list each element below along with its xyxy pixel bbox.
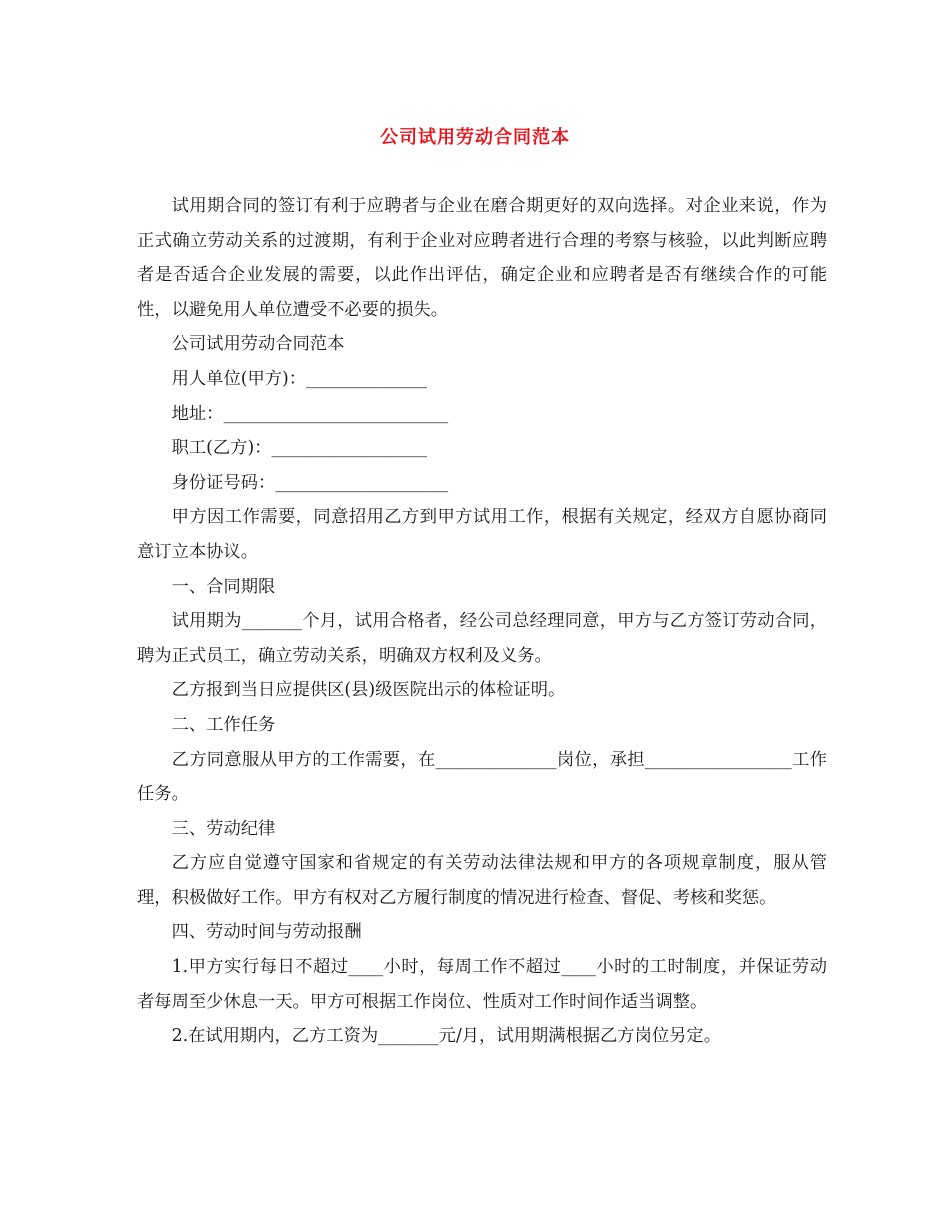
section-heading-discipline: 三、劳动纪律 [171, 818, 276, 839]
section-heading-tasks: 二、工作任务 [171, 714, 276, 735]
agreement-paragraph: 甲方因工作需要，同意招用乙方到甲方试用工作，根据有关规定，经双方自愿协商同意订立本协议。 [137, 507, 827, 562]
document-title: 公司试用劳动合同范本 [380, 127, 570, 148]
term-paragraph: 试用期为_______个月，试用合格者，经公司总经理同意，甲方与乙方签订劳动合同，聘为正式员工，确立劳动关系，明确双方权利及义务。 [137, 611, 827, 666]
id-number-field-line: 身份证号码：____________________ [171, 472, 449, 493]
wage-paragraph: 2.在试用期内，乙方工资为_______元/月，试用期满根据乙方岗位另定。 [171, 1026, 721, 1047]
tasks-paragraph: 乙方同意服从甲方的工作需要，在______________岗位，承担_________________工作任务。 [137, 749, 827, 805]
discipline-paragraph: 乙方应自觉遵守国家和省规定的有关劳动法律法规和甲方的各项规章制度，服从管理，积极做好工作。甲方有权对乙方履行制度的情况进行检查、督促、考核和奖惩。 [137, 853, 827, 908]
employer-field-line: 用人单位(甲方)：______________ [171, 368, 428, 389]
employee-field-line: 职工(乙方)：__________________ [171, 438, 428, 459]
address-field-line: 地址：__________________________ [171, 403, 449, 424]
subtitle-paragraph: 公司试用劳动合同范本 [171, 334, 345, 355]
intro-paragraph: 试用期合同的签订有利于应聘者与企业在磨合期更好的双向选择。对企业来说，作为正式确立劳动关系的过渡期，有利于企业对应聘者进行合理的考察与核验，以此判断应聘者是否适合企业发展的需要，以此作出评估，确定企业和应聘者是否有继续合作的可能性，以避免用人单位遭受不必要的损失。 [137, 196, 827, 320]
health-check-paragraph: 乙方报到当日应提供区(县)级医院出示的体检证明。 [171, 680, 566, 701]
section-heading-hours-pay: 四、劳动时间与劳动报酬 [171, 922, 362, 943]
hours-paragraph: 1.甲方实行每日不超过____小时，每周工作不超过____小时的工时制度，并保证劳动者每周至少休息一天。甲方可根据工作岗位、性质对工作时间作适当调整。 [137, 957, 827, 1012]
document-body [137, 189, 827, 1054]
section-heading-term: 一、合同期限 [171, 576, 276, 597]
